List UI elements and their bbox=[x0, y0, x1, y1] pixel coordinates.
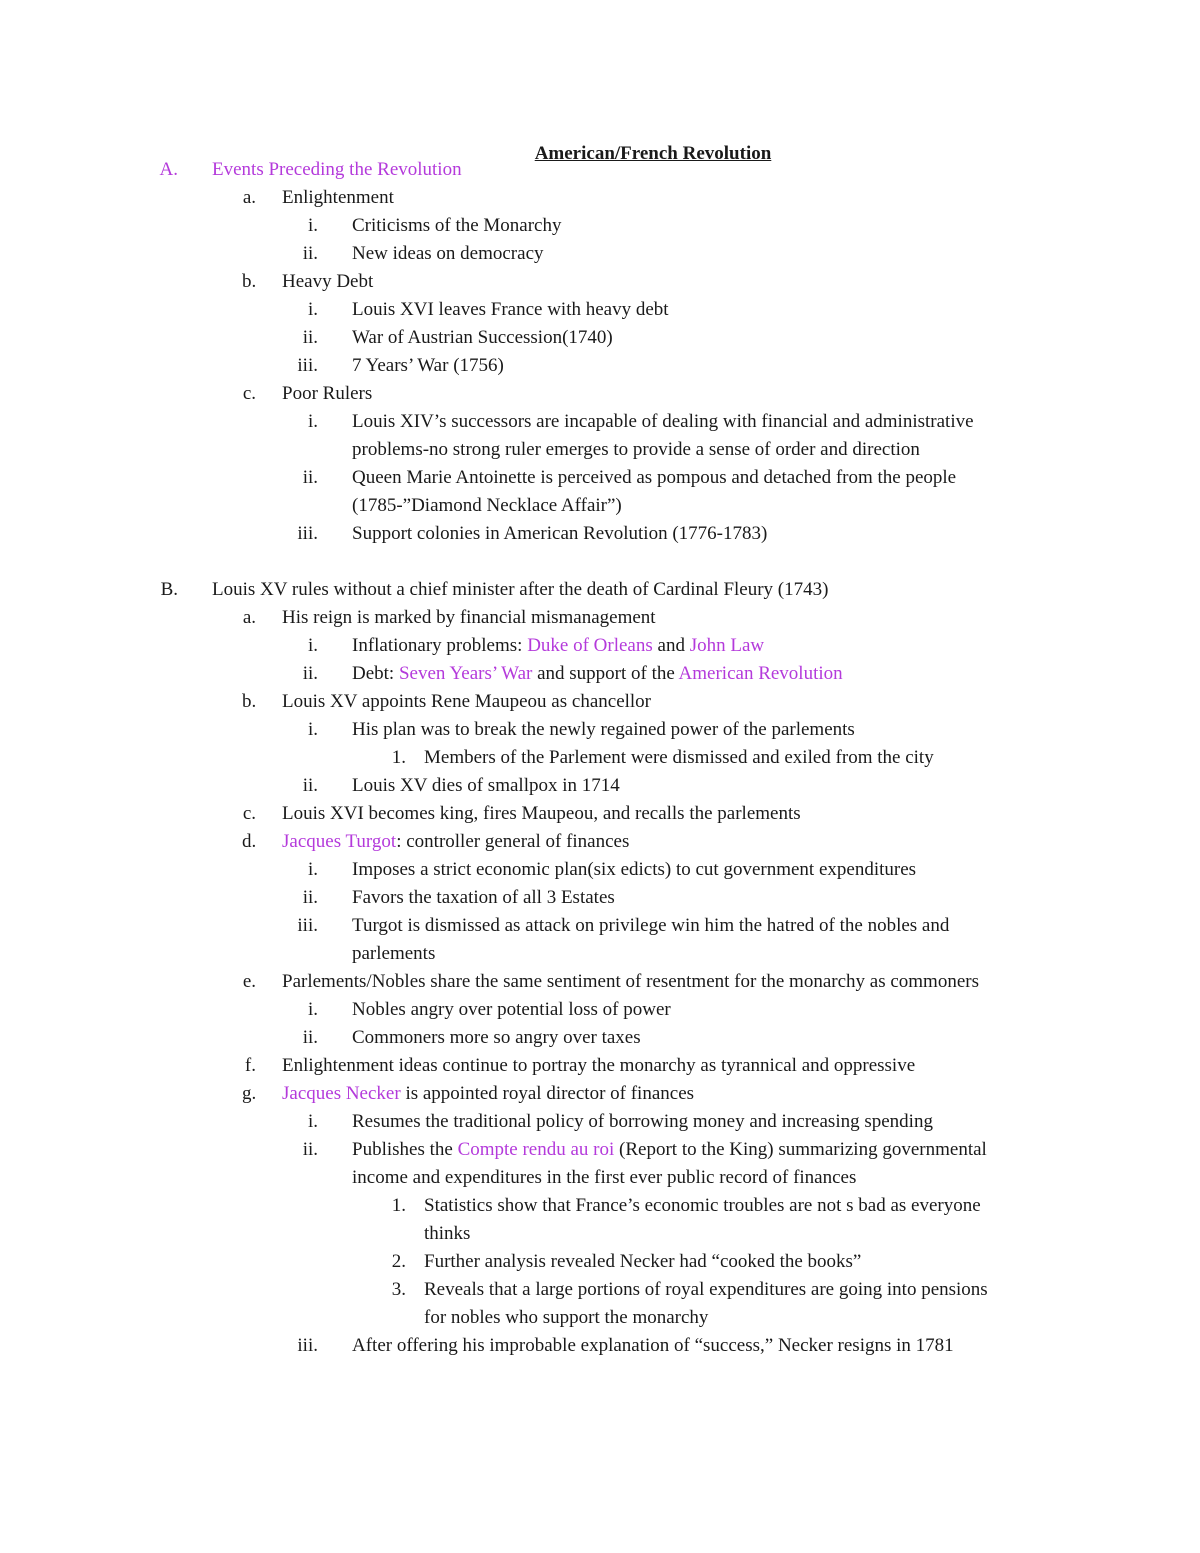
highlighted-term: Compte rendu au roi bbox=[457, 1139, 615, 1160]
list-marker: f. bbox=[244, 1055, 256, 1076]
line-text: Poor Rulers bbox=[282, 383, 373, 404]
line-text: parlements bbox=[352, 943, 436, 964]
line-text: (1785-”Diamond Necklace Affair”) bbox=[352, 495, 622, 516]
list-marker: 3. bbox=[391, 1279, 406, 1300]
line-text: Nobles angry over potential loss of power bbox=[352, 999, 671, 1020]
outline-line bbox=[391, 746, 934, 770]
line-text: Further analysis revealed Necker had “cooked the books” bbox=[424, 1251, 862, 1272]
outline-line bbox=[302, 1026, 641, 1050]
line-text: Enlightenment bbox=[282, 187, 394, 208]
outline-line bbox=[160, 578, 829, 602]
line-text: His reign is marked by financial mismanagement bbox=[282, 607, 656, 628]
outline-line bbox=[302, 326, 613, 350]
outline-line bbox=[307, 998, 671, 1022]
list-marker: iii. bbox=[297, 355, 318, 376]
outline-line bbox=[302, 774, 620, 798]
line-text: for nobles who support the monarchy bbox=[424, 1307, 709, 1328]
list-marker: i. bbox=[307, 411, 318, 432]
line-text: Parlements/Nobles share the same sentiment of resentment for the monarchy as commoners bbox=[282, 971, 979, 992]
line-text: 7 Years’ War (1756) bbox=[352, 355, 504, 376]
outline-line bbox=[307, 1110, 933, 1134]
outline-line bbox=[297, 914, 950, 938]
highlighted-term: Jacques Turgot bbox=[282, 831, 397, 852]
line-text: After offering his improbable explanation of “success,” Necker resigns in 1781 bbox=[352, 1335, 954, 1356]
list-marker: i. bbox=[307, 1111, 318, 1132]
outline-line bbox=[307, 214, 562, 238]
outline-line bbox=[242, 830, 630, 854]
outline-line bbox=[307, 410, 974, 434]
list-marker: ii. bbox=[302, 1139, 318, 1160]
line-text: (Report to the King) summarizing governmental bbox=[614, 1139, 987, 1160]
line-text: Louis XV rules without a chief minister after the death of Cardinal Fleury (1743) bbox=[212, 579, 829, 600]
line-text: thinks bbox=[424, 1223, 471, 1244]
list-marker: B. bbox=[160, 579, 178, 600]
line-text: Commoners more so angry over taxes bbox=[352, 1027, 641, 1048]
line-text: and support of the bbox=[532, 663, 679, 684]
line-text: Turgot is dismissed as attack on privilege win him the hatred of the nobles and bbox=[352, 915, 950, 936]
outline-line bbox=[244, 1054, 916, 1078]
document-title: American/French Revolution bbox=[534, 143, 772, 164]
outline-line bbox=[352, 438, 920, 462]
highlighted-term: Duke of Orleans bbox=[527, 635, 653, 656]
line-text: Criticisms of the Monarchy bbox=[352, 215, 562, 236]
line-text: Support colonies in American Revolution (1776-1783) bbox=[352, 523, 768, 544]
list-marker: b. bbox=[242, 691, 257, 712]
list-marker: i. bbox=[307, 999, 318, 1020]
list-marker: i. bbox=[307, 635, 318, 656]
list-marker: ii. bbox=[302, 887, 318, 908]
outline-line bbox=[302, 662, 843, 686]
line-text: Imposes a strict economic plan(six edicts) to cut government expenditures bbox=[352, 859, 917, 880]
line-text: Louis XVI leaves France with heavy debt bbox=[352, 299, 669, 320]
highlighted-term: Events Preceding the Revolution bbox=[212, 159, 462, 180]
list-marker: iii. bbox=[297, 1335, 318, 1356]
list-marker: c. bbox=[242, 803, 256, 824]
line-text: Favors the taxation of all 3 Estates bbox=[352, 887, 615, 908]
list-marker: ii. bbox=[302, 775, 318, 796]
highlighted-term: Jacques Necker bbox=[282, 1083, 401, 1104]
outline-line bbox=[307, 718, 855, 742]
outline-line bbox=[159, 158, 462, 182]
line-text: is appointed royal director of finances bbox=[400, 1083, 695, 1104]
line-text: New ideas on democracy bbox=[352, 243, 544, 264]
line-text: and bbox=[652, 635, 690, 656]
line-text: Queen Marie Antoinette is perceived as pompous and detached from the people bbox=[352, 467, 957, 488]
line-text: Members of the Parlement were dismissed and exiled from the city bbox=[424, 747, 934, 768]
highlighted-term: Seven Years’ War bbox=[398, 663, 533, 684]
line-text: income and expenditures in the first ever public record of finances bbox=[352, 1167, 857, 1188]
line-text: Statistics show that France’s economic troubles are not s bad as everyone bbox=[424, 1195, 981, 1216]
list-marker: ii. bbox=[302, 663, 318, 684]
outline-line bbox=[242, 606, 656, 630]
list-marker: 1. bbox=[391, 1195, 406, 1216]
outline-line bbox=[424, 1306, 708, 1330]
list-marker: d. bbox=[242, 831, 257, 852]
line-text: War of Austrian Succession(1740) bbox=[352, 327, 613, 348]
outline-line bbox=[302, 886, 615, 910]
list-marker: i. bbox=[307, 859, 318, 880]
outline-line bbox=[297, 522, 768, 546]
line-text: Inflationary problems: bbox=[352, 635, 528, 656]
list-marker: ii. bbox=[302, 467, 318, 488]
line-text: Debt: bbox=[352, 663, 399, 684]
list-marker: 1. bbox=[391, 747, 406, 768]
outline-line bbox=[302, 1138, 987, 1162]
outline-line bbox=[352, 494, 622, 518]
line-text: Enlightenment ideas continue to portray the monarchy as tyrannical and oppressive bbox=[282, 1055, 916, 1076]
outline-line bbox=[391, 1278, 988, 1302]
list-marker: i. bbox=[307, 299, 318, 320]
outline-line bbox=[297, 1334, 954, 1358]
highlighted-term: American Revolution bbox=[678, 663, 843, 684]
list-marker: A. bbox=[159, 159, 178, 180]
list-marker: g. bbox=[242, 1083, 257, 1104]
list-marker: c. bbox=[242, 383, 256, 404]
outline-line bbox=[302, 242, 544, 266]
line-text: Publishes the bbox=[352, 1139, 458, 1160]
list-marker: i. bbox=[307, 215, 318, 236]
line-text: His plan was to break the newly regained power of the parlements bbox=[352, 719, 855, 740]
outline-line bbox=[424, 1222, 470, 1246]
list-marker: a. bbox=[242, 607, 256, 628]
outline-line bbox=[242, 970, 979, 994]
line-text: Heavy Debt bbox=[282, 271, 374, 292]
list-marker: ii. bbox=[302, 1027, 318, 1048]
list-marker: iii. bbox=[297, 915, 318, 936]
outline-line bbox=[297, 354, 504, 378]
line-text: Louis XIV’s successors are incapable of dealing with financial and administrative bbox=[352, 411, 974, 432]
list-marker: b. bbox=[242, 271, 257, 292]
outline-line bbox=[352, 1166, 856, 1190]
line-text: Louis XV dies of smallpox in 1714 bbox=[352, 775, 620, 796]
list-marker: e. bbox=[242, 971, 256, 992]
outline-line bbox=[242, 802, 801, 826]
outline-line bbox=[307, 858, 917, 882]
outline-line bbox=[242, 270, 374, 294]
list-marker: ii. bbox=[302, 243, 318, 264]
line-text: Louis XVI becomes king, fires Maupeou, and recalls the parlements bbox=[282, 803, 801, 824]
outline-line bbox=[391, 1250, 862, 1274]
list-marker: 2. bbox=[391, 1251, 406, 1272]
highlighted-term: John Law bbox=[689, 635, 765, 656]
outline-line bbox=[242, 690, 652, 714]
list-marker: ii. bbox=[302, 327, 318, 348]
list-marker: i. bbox=[307, 719, 318, 740]
line-text: Reveals that a large portions of royal expenditures are going into pensions bbox=[424, 1279, 988, 1300]
outline-line bbox=[302, 466, 957, 490]
list-marker: a. bbox=[242, 187, 256, 208]
outline-line bbox=[242, 1082, 695, 1106]
outline-line bbox=[391, 1194, 981, 1218]
line-text: : controller general of finances bbox=[396, 831, 630, 852]
line-text: Louis XV appoints Rene Maupeou as chancellor bbox=[282, 691, 652, 712]
outline-line bbox=[307, 634, 765, 658]
list-marker: iii. bbox=[297, 523, 318, 544]
line-text: Resumes the traditional policy of borrowing money and increasing spending bbox=[352, 1111, 933, 1132]
outline-line bbox=[242, 186, 394, 210]
line-text: problems-no strong ruler emerges to provide a sense of order and direction bbox=[352, 439, 920, 460]
outline-line bbox=[307, 298, 669, 322]
outline-line bbox=[242, 382, 373, 406]
outline-line bbox=[352, 942, 435, 966]
